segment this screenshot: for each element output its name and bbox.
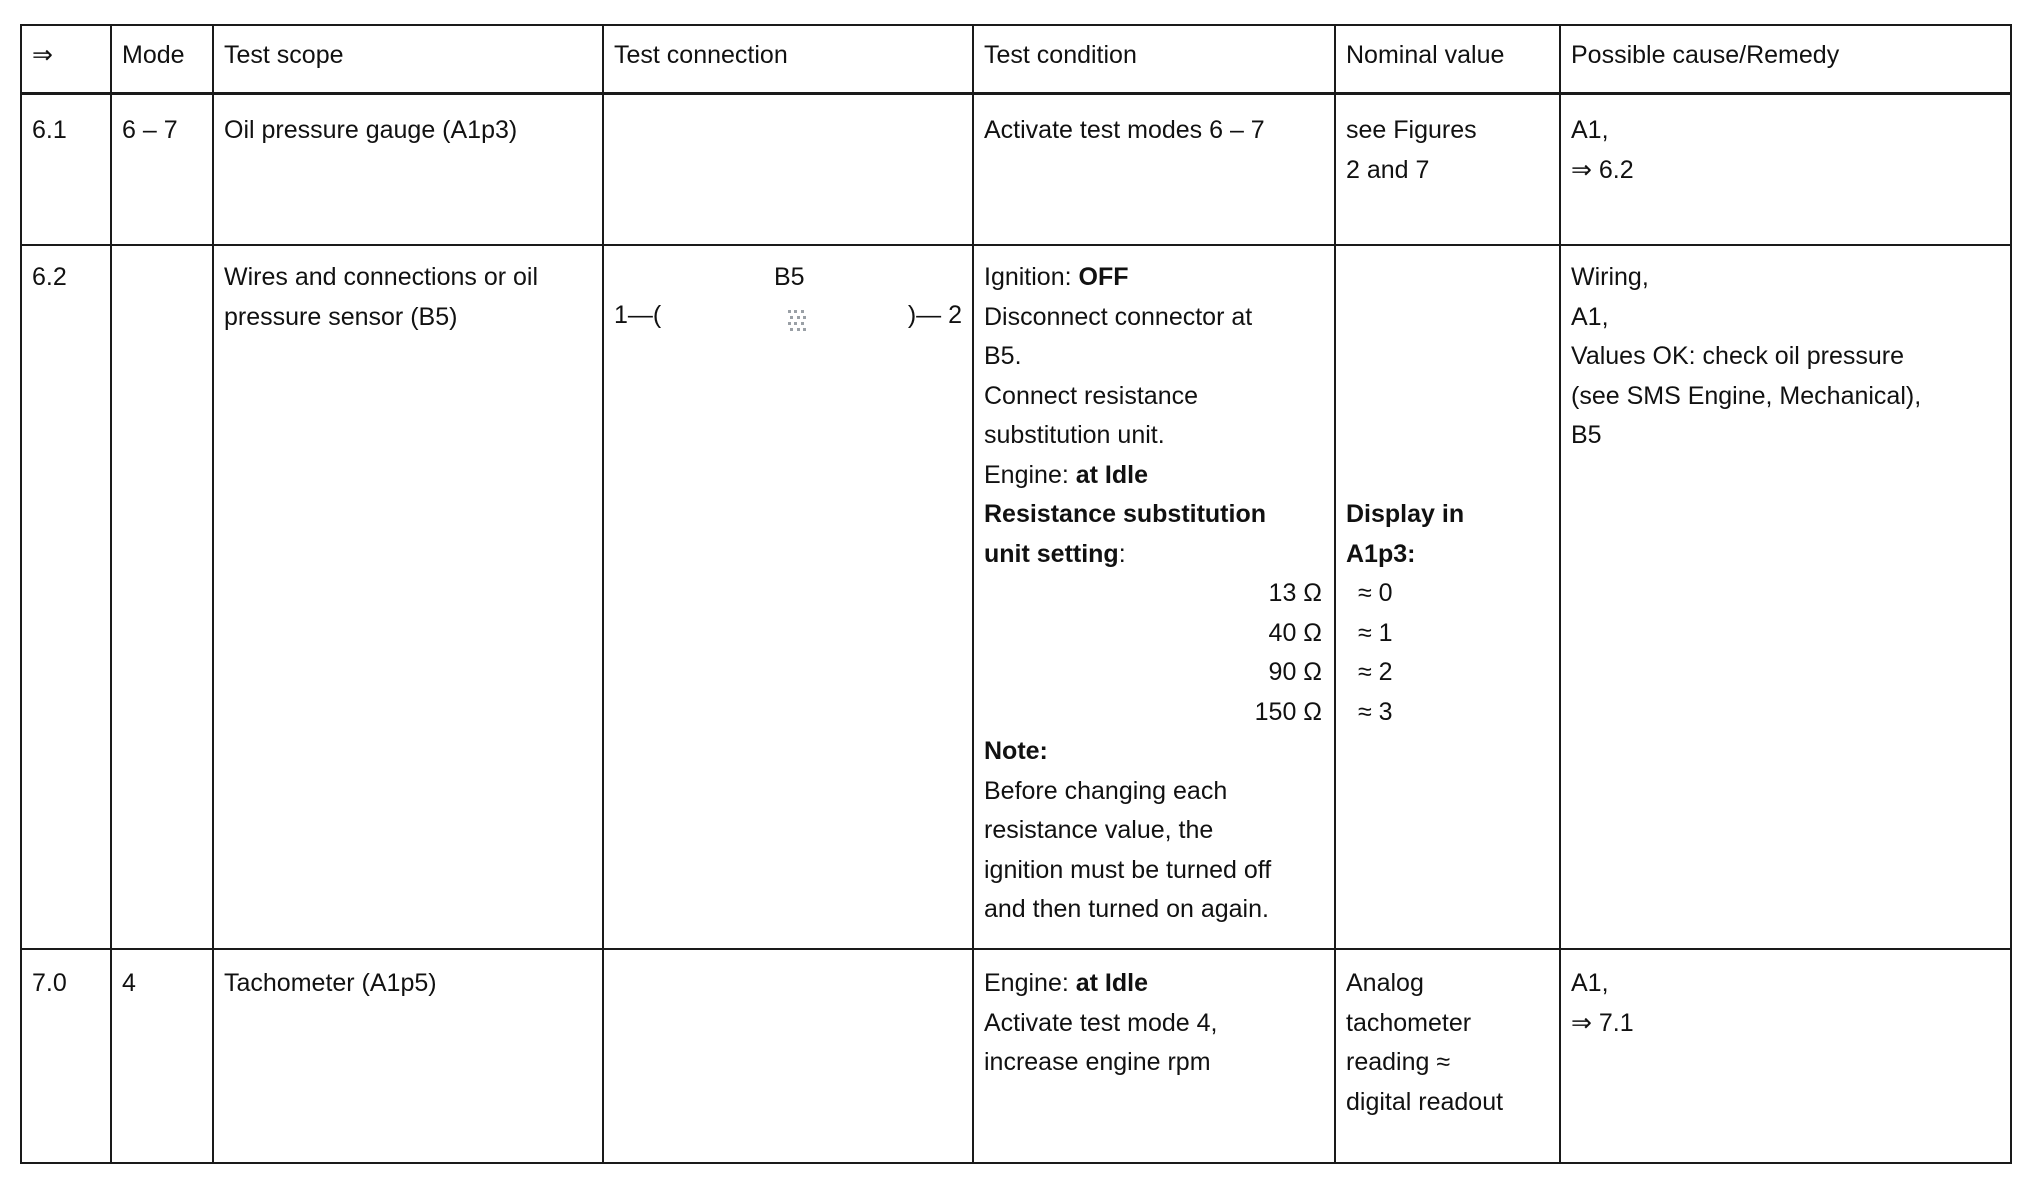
table-row bbox=[21, 94, 2011, 246]
header-arrow: ⇒ bbox=[21, 25, 111, 94]
ignition-value: OFF bbox=[1078, 263, 1129, 291]
step-number: 6.2 bbox=[21, 245, 111, 949]
test-connection bbox=[603, 94, 973, 246]
possible-cause-remedy bbox=[1560, 94, 2011, 246]
engine-label: Engine: bbox=[984, 969, 1076, 997]
display-value: ≈ 1 bbox=[1358, 618, 1393, 647]
remedy-line: B5 bbox=[1571, 421, 1602, 449]
mode-value: 6 – 7 bbox=[111, 94, 213, 246]
table-row bbox=[21, 245, 2011, 949]
display-title: A1p3: bbox=[1346, 539, 1416, 568]
scope-line: Wires and connections or oil bbox=[224, 263, 539, 291]
table-row bbox=[21, 949, 2011, 1163]
nominal-line: 2 and 7 bbox=[1346, 155, 1430, 184]
setting-title-cont bbox=[984, 535, 1324, 575]
spacer bbox=[1346, 298, 1549, 338]
test-condition bbox=[973, 949, 1335, 1163]
note-title: Note: bbox=[984, 737, 1048, 765]
header-nominal-value: Nominal value bbox=[1335, 25, 1560, 94]
nominal-value bbox=[1335, 94, 1560, 246]
resistance-value: 150 Ω bbox=[1254, 697, 1322, 726]
remedy-line: Wiring, bbox=[1571, 263, 1649, 291]
step-number: 6.1 bbox=[21, 94, 111, 246]
condition-line: increase engine rpm bbox=[984, 1048, 1211, 1076]
condition-line: B5. bbox=[984, 342, 1022, 370]
mode-value bbox=[111, 245, 213, 949]
nominal-line: see Figures bbox=[1346, 116, 1477, 144]
test-condition bbox=[973, 94, 1335, 246]
engine-value: at Idle bbox=[1075, 460, 1148, 489]
component-label: B5 bbox=[774, 263, 805, 291]
resistance-value: 13 Ω bbox=[1268, 579, 1322, 607]
header-test-connection: Test connection bbox=[603, 25, 973, 94]
possible-cause-remedy bbox=[1560, 949, 2011, 1163]
diagnostic-table bbox=[20, 24, 2012, 1164]
display-value: ≈ 3 bbox=[1358, 697, 1393, 726]
note-line: ignition must be turned off bbox=[984, 855, 1272, 884]
nominal-line: tachometer bbox=[1346, 1008, 1472, 1037]
condition-line: Activate test mode 4, bbox=[984, 1008, 1218, 1037]
condition-ignition bbox=[984, 258, 1324, 298]
test-scope: Oil pressure gauge (A1p3) bbox=[213, 94, 603, 246]
test-scope bbox=[213, 245, 603, 949]
spacer bbox=[1346, 416, 1549, 456]
condition-line: Connect resistance bbox=[984, 381, 1199, 410]
connector-symbol-icon bbox=[786, 308, 808, 336]
spacer bbox=[1346, 258, 1549, 298]
remedy-line: ⇒ 7.1 bbox=[1571, 1008, 1634, 1037]
test-condition bbox=[973, 245, 1335, 949]
display-value: ≈ 0 bbox=[1358, 579, 1393, 607]
connection-diagram bbox=[614, 258, 962, 368]
pin-right-label: )— 2 bbox=[907, 301, 962, 329]
spacer bbox=[1346, 456, 1549, 496]
setting-title-text: unit setting bbox=[984, 539, 1119, 568]
condition-line: substitution unit. bbox=[984, 421, 1165, 449]
resistance-value: 40 Ω bbox=[1268, 618, 1322, 647]
condition-line: Activate test modes 6 – 7 bbox=[984, 116, 1265, 144]
display-value: ≈ 2 bbox=[1358, 658, 1393, 686]
step-number: 7.0 bbox=[21, 949, 111, 1163]
remedy-line: Values OK: check oil pressure bbox=[1571, 342, 1905, 370]
setting-title: Resistance substitution bbox=[984, 500, 1266, 528]
display-title: Display in bbox=[1346, 500, 1465, 528]
header-test-condition: Test condition bbox=[973, 25, 1335, 94]
remedy-line: A1, bbox=[1571, 969, 1609, 997]
note-line: and then turned on again. bbox=[984, 895, 1269, 923]
condition-engine bbox=[984, 456, 1324, 496]
setting-colon: : bbox=[1118, 539, 1126, 568]
pin-left-label: 1—( bbox=[614, 301, 662, 329]
remedy-line: ⇒ 6.2 bbox=[1571, 155, 1634, 184]
test-connection bbox=[603, 245, 973, 949]
spacer bbox=[1346, 337, 1549, 377]
header-row bbox=[21, 25, 2011, 94]
ignition-label: Ignition: bbox=[984, 263, 1079, 291]
nominal-value bbox=[1335, 245, 1560, 949]
resistance-value: 90 Ω bbox=[1268, 658, 1322, 686]
remedy-line: (see SMS Engine, Mechanical), bbox=[1571, 381, 1922, 410]
remedy-line: A1, bbox=[1571, 302, 1609, 331]
remedy-line: A1, bbox=[1571, 116, 1609, 144]
engine-label: Engine: bbox=[984, 460, 1076, 489]
header-test-scope: Test scope bbox=[213, 25, 603, 94]
test-scope: Tachometer (A1p5) bbox=[213, 949, 603, 1163]
header-mode: Mode bbox=[111, 25, 213, 94]
nominal-line: reading ≈ bbox=[1346, 1048, 1451, 1076]
test-connection bbox=[603, 949, 973, 1163]
possible-cause-remedy bbox=[1560, 245, 2011, 949]
scope-line: pressure sensor (B5) bbox=[224, 302, 458, 331]
note-line: resistance value, the bbox=[984, 816, 1214, 844]
engine-value: at Idle bbox=[1075, 969, 1148, 997]
spacer bbox=[1346, 377, 1549, 417]
header-possible-cause-remedy: Possible cause/Remedy bbox=[1560, 25, 2011, 94]
mode-value: 4 bbox=[111, 949, 213, 1163]
nominal-value bbox=[1335, 949, 1560, 1163]
nominal-line: digital readout bbox=[1346, 1087, 1504, 1116]
note-line: Before changing each bbox=[984, 776, 1228, 805]
condition-engine bbox=[984, 964, 1324, 1004]
condition-line: Disconnect connector at bbox=[984, 302, 1253, 331]
nominal-line: Analog bbox=[1346, 969, 1424, 997]
